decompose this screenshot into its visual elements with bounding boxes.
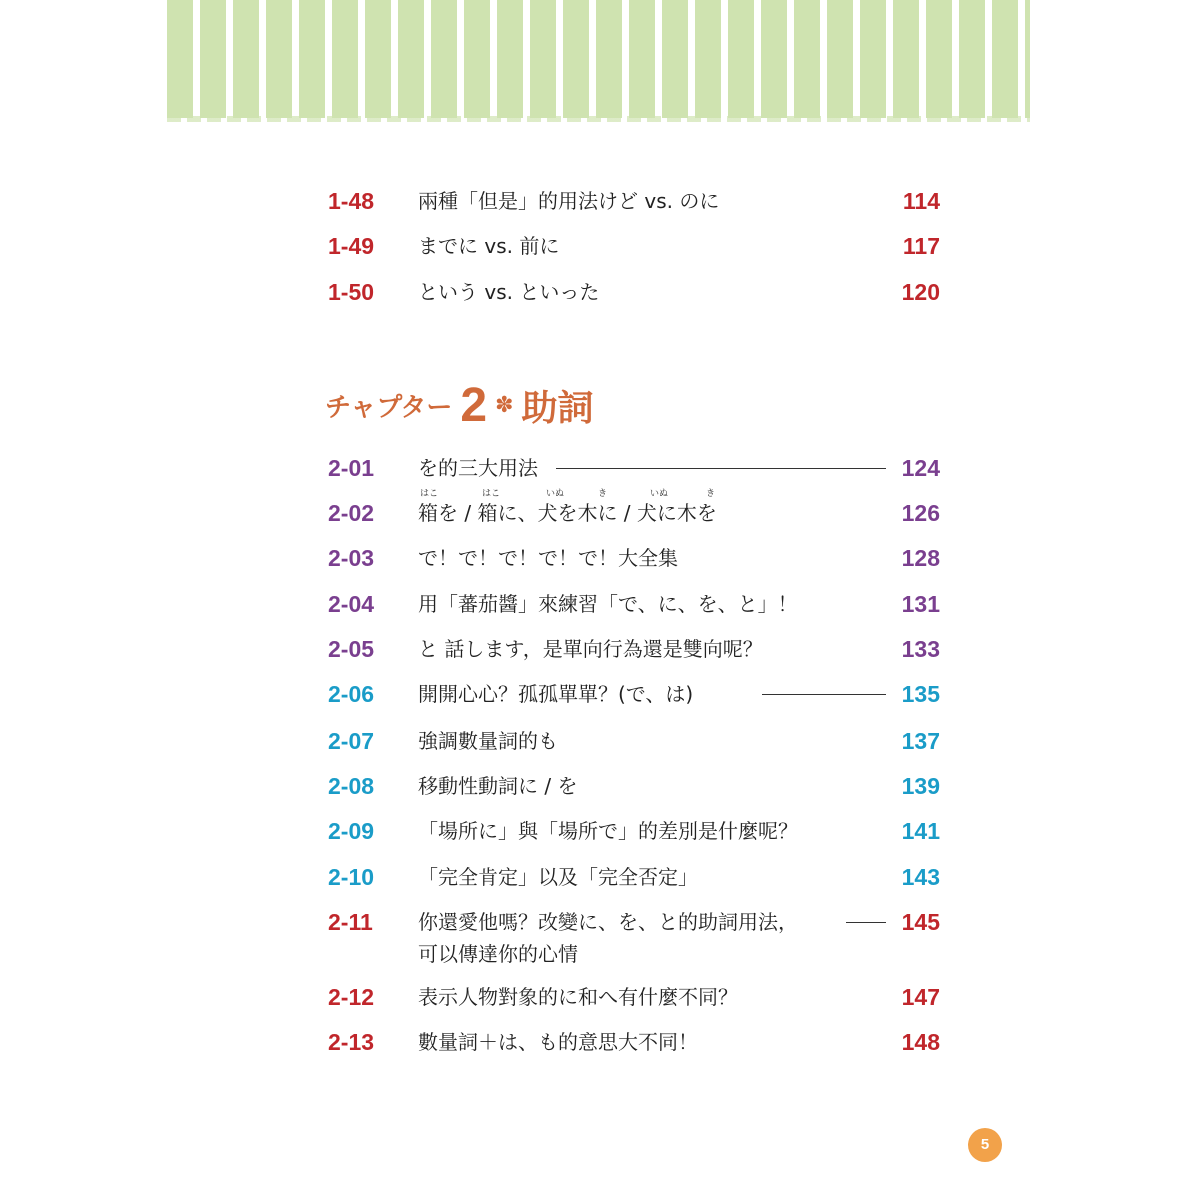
entry-title: と 話します，是單向行為還是雙向呢？ (418, 637, 763, 661)
toc-entry[interactable] (328, 907, 940, 977)
entry-title: 開開心心？孤孤單單？(で、は) (418, 682, 694, 706)
entry-number: 2-10 (328, 864, 375, 890)
toc-entry[interactable] (328, 634, 940, 678)
entry-title: 你還愛他嗎？改變に、を、と的助詞用法， (418, 910, 798, 934)
flower-icon: ✽ (495, 393, 514, 418)
toc-entry[interactable] (328, 726, 940, 770)
entry-number: 2-05 (328, 636, 375, 662)
entry-title: 箱を / 箱に、犬を木に / 犬に木を (418, 501, 717, 525)
page-number-badge: 5 (968, 1128, 1002, 1162)
entry-page: 141 (901, 818, 940, 844)
toc-entry[interactable] (328, 982, 940, 1026)
entry-title: 數量詞＋は、も的意思大不同！ (418, 1030, 698, 1054)
entry-number: 1-48 (328, 188, 375, 214)
ruby-text: き (598, 489, 608, 499)
chapter-label: チャプター (325, 393, 453, 423)
chapter-title: 助詞 (521, 388, 594, 429)
entry-page: 143 (901, 864, 940, 890)
entry-page: 148 (901, 1029, 940, 1055)
entry-title: 用「蕃茄醬」來練習「で、に、を、と」！ (418, 592, 798, 616)
toc-entry[interactable] (328, 816, 940, 860)
entry-page: 120 (901, 279, 940, 305)
ruby-text: いぬ (546, 489, 565, 499)
entry-title: 表示人物對象的に和へ有什麼不同？ (418, 985, 738, 1009)
entry-page: 137 (901, 728, 940, 754)
entry-page: 128 (901, 545, 940, 571)
entry-number: 2-04 (328, 591, 375, 617)
toc-entry[interactable] (328, 679, 940, 723)
entry-number: 1-50 (328, 279, 375, 305)
entry-page: 145 (901, 909, 940, 935)
entry-title: 「完全肯定」以及「完全否定」 (418, 865, 698, 889)
leader-line (556, 468, 886, 469)
entry-number: 2-13 (328, 1029, 375, 1055)
entry-number: 2-01 (328, 455, 375, 481)
entry-number: 2-12 (328, 984, 375, 1010)
entry-title: で！で！で！で！で！大全集 (418, 546, 678, 570)
entry-page: 147 (901, 984, 940, 1010)
entry-number: 2-11 (328, 909, 373, 935)
ruby-text: いぬ (650, 489, 669, 499)
entry-title: を的三大用法 (418, 456, 538, 480)
entry-page: 114 (902, 188, 940, 214)
entry-page: 139 (901, 773, 940, 799)
entry-title: 移動性動詞に / を (418, 774, 578, 798)
entry-number: 2-09 (328, 818, 375, 844)
entry-title: 「場所に」與「場所で」的差別是什麼呢？ (418, 819, 798, 843)
entry-page: 124 (901, 455, 940, 481)
entry-number: 2-02 (328, 500, 375, 526)
toc-entry[interactable] (328, 771, 940, 815)
entry-page: 131 (901, 591, 940, 617)
toc-entry[interactable] (328, 489, 940, 542)
entry-number: 2-06 (328, 681, 375, 707)
entry-page: 126 (901, 500, 940, 526)
ruby-text: はこ (482, 489, 501, 499)
entry-page: 117 (902, 233, 940, 259)
entry-page: 133 (901, 636, 940, 662)
chapter-heading (325, 378, 594, 432)
toc-entry[interactable] (328, 1027, 940, 1071)
header-stripe-band (167, 0, 1030, 118)
ruby-text: き (706, 489, 716, 499)
toc-entry[interactable] (328, 231, 940, 275)
entry-number: 2-03 (328, 545, 375, 571)
toc-entry[interactable] (328, 862, 940, 906)
toc-entry[interactable] (328, 589, 940, 633)
entry-page: 135 (901, 681, 940, 707)
chapter-number: 2 (460, 379, 488, 432)
entry-number: 2-07 (328, 728, 375, 754)
entry-title: という vs. といった (418, 280, 600, 304)
entry-number: 1-49 (328, 233, 375, 259)
entry-title: 強調數量詞的も (418, 729, 558, 753)
toc-entry[interactable] (328, 186, 940, 230)
ruby-text: はこ (420, 489, 439, 499)
entry-title: 兩種「但是」的用法けど vs. のに (418, 189, 720, 213)
toc-entry[interactable] (328, 277, 940, 321)
entry-number: 2-08 (328, 773, 375, 799)
entry-title: までに vs. 前に (418, 234, 560, 258)
entry-title-line2: 可以傳達你的心情 (418, 942, 578, 966)
toc-entry[interactable] (328, 543, 940, 587)
